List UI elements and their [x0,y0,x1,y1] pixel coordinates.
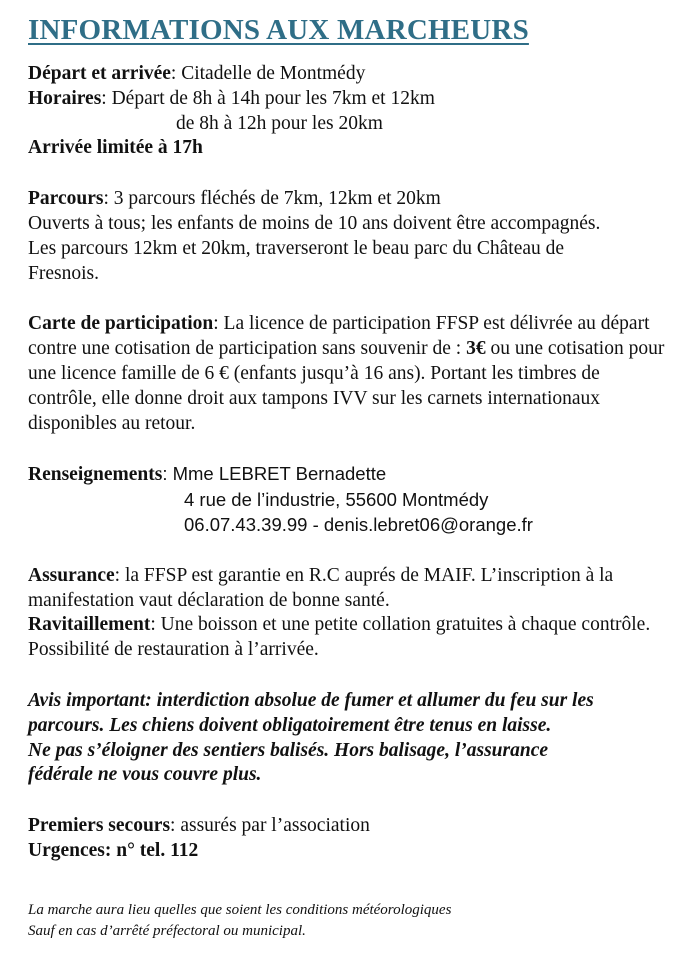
carte-paragraph [28,312,668,436]
horaires-line2: de 8h à 12h pour les 20km [176,112,383,134]
avis-line4: fédérale ne vous couvre plus. [28,764,262,786]
renseignements-line [28,462,668,488]
urgences-line: Urgences: n° tel. 112 [28,839,199,861]
parcours-line1: : 3 parcours fléchés de 7km, 12km et 20km [103,188,441,210]
arrivee-line: Arrivée limitée à 17h [28,137,203,159]
parcours-line3: Les parcours 12km et 20km, traverseront le beau parc du Château de [28,237,565,259]
renseignements-label: Renseignements [28,464,163,486]
assurance-label: Assurance [28,564,115,586]
carte-label: Carte de participation [28,313,214,335]
renseignements-address: 4 rue de l’industrie, 55600 Montmédy [184,489,489,511]
ravitaillement-text: : Une boisson et une petite collation gratuites à chaque contrôle. Possibilité de restauration à l’arrivée. [28,614,651,661]
footer-line1: La marche aura lieu quelles que soient les conditions météorologiques [28,902,452,918]
horaires-label: Horaires [28,87,102,109]
avis-line3: Ne pas s’éloigner des sentiers balisés. Hors balisage, l’assurance [28,739,549,761]
carte-price: 3€ [466,338,486,360]
footer-note [28,900,451,942]
parcours-line [28,187,668,212]
carte-text1: : La licence de participation FFSP est délivrée au départ contre une cotisation de participation sans souvenir de : [28,313,650,360]
footer-line2: Sauf en cas d’arrêté préfectoral ou municipal. [28,923,306,939]
assurance-text: : la FFSP est garantie en R.C auprés de MAIF. L’inscription à la manifestation vaut déclaration de bonne santé. [28,564,614,611]
parcours-line2: Ouverts à tous; les enfants de moins de 10 ans doivent être accompagnés. [28,212,601,234]
renseignements-contact: 06.07.43.39.99 - denis.lebret06@orange.fr [184,513,533,535]
ravitaillement-paragraph [28,613,668,663]
avis-line2: parcours. Les chiens doivent obligatoirement être tenus en laisse. [28,714,552,736]
avis-line1: Avis important: interdiction absolue de fumer et allumer du feu sur les [28,689,594,711]
depart-label: Départ et arrivée [28,63,171,84]
page-title: INFORMATIONS AUX MARCHEURS [28,14,529,46]
carte-text2: ou une cotisation pour une licence famille de 6 € (enfants jusqu’à 16 ans). Portant les timbres de contrôle, elle donne droit aux tampons IVV sur les carnets internationaux disponibles au retour. [28,338,665,434]
assurance-paragraph [28,564,668,614]
secours-label: Premiers secours [28,815,171,837]
secours-value: : assurés par l’association [170,815,370,837]
renseignements-name: : Mme LEBRET Bernadette [162,463,387,485]
info-body [28,62,668,864]
depart-line [28,62,668,87]
ravitaillement-label: Ravitaillement [28,614,151,636]
secours-line [28,814,668,839]
parcours-line4: Fresnois. [28,262,99,284]
parcours-label: Parcours [28,188,104,210]
horaires-line1: : Départ de 8h à 14h pour les 7km et 12km [101,87,435,109]
depart-value: : Citadelle de Montmédy [170,63,366,84]
horaires-line [28,87,668,112]
